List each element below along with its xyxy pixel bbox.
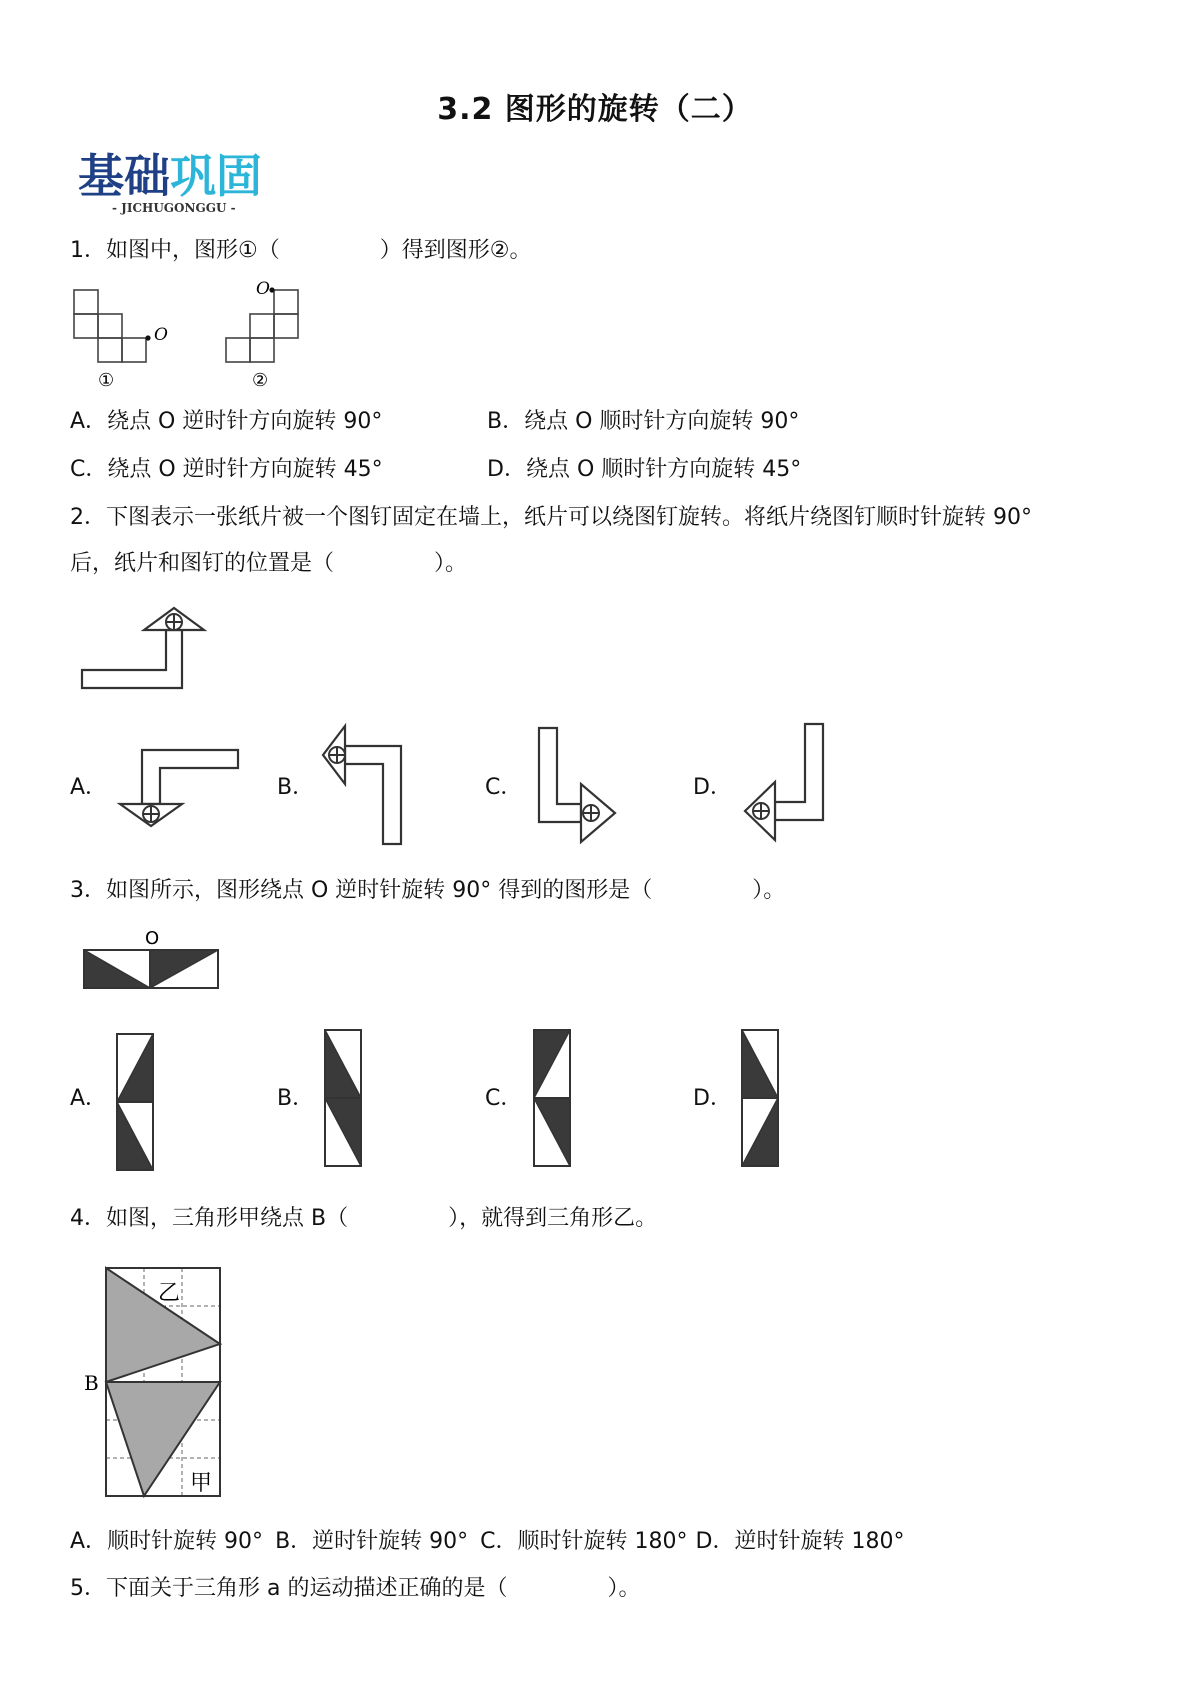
q1-option-b-text: 绕点 O 顺时针方向旋转 90° xyxy=(524,409,800,434)
q3-number: 3． xyxy=(70,878,106,903)
q2-main-figure xyxy=(70,600,220,700)
q1-number: 1． xyxy=(70,238,106,263)
q4-option-c-text: 顺时针旋转 180° xyxy=(517,1529,688,1554)
q4-figure xyxy=(78,1258,238,1508)
q1-point-o-1-label: O xyxy=(154,325,168,345)
q2-line2-after: ）。 xyxy=(434,551,468,576)
q3-option-c-figure[interactable] xyxy=(530,1026,574,1170)
q1-text-before: 如图中，图形①（ xyxy=(106,238,280,263)
q2-option-a-letter[interactable]: A． xyxy=(70,775,108,800)
q2-option-c-letter[interactable]: C． xyxy=(485,775,523,800)
q2-option-c-figure[interactable] xyxy=(525,718,635,858)
q3-option-a-figure[interactable] xyxy=(113,1030,157,1174)
q5-stem xyxy=(70,1573,641,1605)
q4-option-b-text: 逆时针旋转 90° xyxy=(312,1529,469,1554)
q4-option-a-text: 顺时针旋转 90° xyxy=(107,1529,264,1554)
q4-option-d-text: 逆时针旋转 180° xyxy=(734,1529,905,1554)
q4-option-a-letter: A． xyxy=(70,1529,108,1554)
q2-option-d-letter[interactable]: D． xyxy=(693,775,732,800)
q3-stem xyxy=(70,875,785,907)
q2-option-a-figure[interactable] xyxy=(112,740,252,840)
q1-fig1-label: ① xyxy=(98,370,115,390)
q3-option-b-letter[interactable]: B． xyxy=(277,1086,315,1111)
q1-option-a-letter: A． xyxy=(70,409,108,434)
q4-option-c-letter: C． xyxy=(480,1529,518,1554)
q2-line2-before: 后，纸片和图钉的位置是（ xyxy=(70,551,335,576)
q3-option-c-letter[interactable]: C． xyxy=(485,1086,523,1111)
q1-option-d[interactable] xyxy=(487,454,801,486)
q1-option-d-text: 绕点 O 顺时针方向旋转 45° xyxy=(525,457,802,482)
q1-option-a[interactable] xyxy=(70,406,382,438)
q4-options xyxy=(70,1526,904,1558)
q1-shape-2 xyxy=(226,290,298,362)
q2-line1: 下图表示一张纸片被一个图钉固定在墙上，纸片可以绕图钉旋转。将纸片绕图钉顺时针旋转 90° xyxy=(106,505,1032,530)
q5-number: 5． xyxy=(70,1576,106,1601)
q1-option-d-letter: D． xyxy=(487,457,526,482)
section-logo xyxy=(78,146,290,216)
q1-point-o-2-label: O xyxy=(256,280,270,299)
q1-shape-1 xyxy=(74,290,146,362)
q3-option-d-letter[interactable]: D． xyxy=(693,1086,732,1111)
q1-option-b[interactable] xyxy=(487,406,799,438)
q3-text-before: 如图所示，图形绕点 O 逆时针旋转 90° 得到的图形是（ xyxy=(106,878,653,903)
q4-number: 4． xyxy=(70,1206,106,1231)
q4-option-d[interactable] xyxy=(696,1529,905,1554)
q1-option-c[interactable] xyxy=(70,454,383,486)
q3-option-a-letter[interactable]: A． xyxy=(70,1086,108,1111)
q4-option-d-letter: D． xyxy=(695,1529,735,1554)
q1-point-o-1 xyxy=(145,335,150,340)
q4-option-c[interactable] xyxy=(480,1529,687,1554)
q1-point-o-2 xyxy=(269,287,274,292)
q3-option-b-figure[interactable] xyxy=(321,1026,365,1170)
q3-main-figure xyxy=(78,924,228,994)
q2-option-d-figure[interactable] xyxy=(735,718,835,858)
q2-number: 2． xyxy=(70,505,106,530)
q4-stem xyxy=(70,1203,657,1235)
q4-option-b-letter: B． xyxy=(275,1529,313,1554)
q5-text-after: ）。 xyxy=(607,1576,641,1601)
q1-fig2-label: ② xyxy=(252,370,269,390)
q1-option-a-text: 绕点 O 逆时针方向旋转 90° xyxy=(107,409,383,434)
q4-text-after: ），就得到三角形乙。 xyxy=(448,1206,658,1231)
q2-stem-line2 xyxy=(70,548,467,580)
q3-point-o-label: O xyxy=(145,928,160,949)
q3-option-d-figure[interactable] xyxy=(738,1026,782,1170)
q1-stem xyxy=(70,235,531,267)
q4-label-jia: 甲 xyxy=(190,1471,213,1496)
q5-text-before: 下面关于三角形 a 的运动描述正确的是（ xyxy=(106,1576,508,1601)
q1-option-c-text: 绕点 O 逆时针方向旋转 45° xyxy=(107,457,383,482)
q2-option-b-figure[interactable] xyxy=(315,716,415,856)
q2-stem-line1 xyxy=(70,502,1032,534)
q4-option-b[interactable] xyxy=(275,1529,468,1554)
q1-text-after: ）得到图形②。 xyxy=(379,238,532,263)
q2-option-b-letter[interactable]: B． xyxy=(277,775,315,800)
page-title: 3.2 图形的旋转（二） xyxy=(437,92,753,127)
q1-option-b-letter: B． xyxy=(487,409,525,434)
q1-figure xyxy=(62,280,302,390)
q4-text-before: 如图，三角形甲绕点 B（ xyxy=(106,1206,349,1231)
q4-option-a[interactable] xyxy=(70,1529,263,1554)
q3-text-after: ）。 xyxy=(752,878,786,903)
q4-label-b: B xyxy=(84,1371,99,1395)
logo-main-text: 基础巩固 xyxy=(78,149,262,203)
q2-paper xyxy=(82,630,182,688)
q4-label-yi: 乙 xyxy=(158,1281,181,1306)
logo-sub-text: - JICHUGONGGU - xyxy=(112,201,236,215)
q1-option-c-letter: C． xyxy=(70,457,108,482)
